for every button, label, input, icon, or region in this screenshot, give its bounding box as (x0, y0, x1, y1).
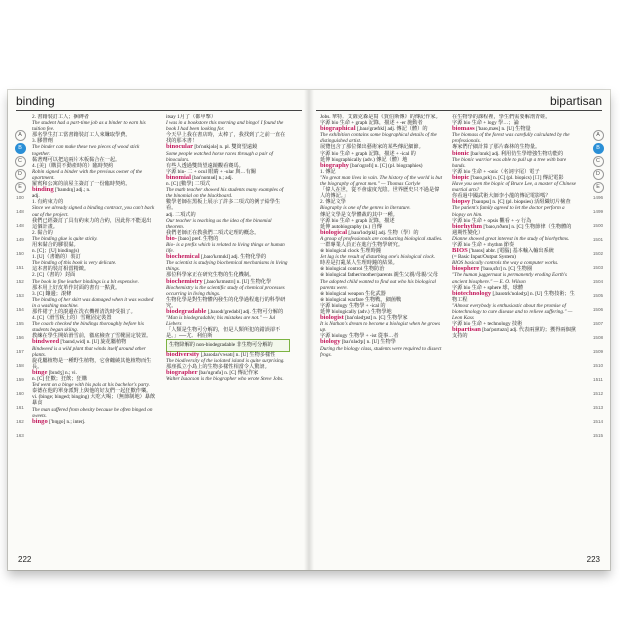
definition-text: 3. 膠帶劑 (32, 138, 53, 145)
index-number: 157 (16, 349, 24, 354)
dictionary-entry (452, 224, 576, 236)
definition-text: 1. [U]（書籍的）裝訂 (32, 254, 81, 261)
definition-text: 有些人透過雙筒望遠鏡觀看賽馬。 (166, 162, 244, 169)
example-sentence: Dianne showed great interest in the study of biorhythms. (452, 235, 570, 242)
entry-line (166, 285, 290, 297)
headword: bingo (32, 417, 48, 425)
example-sentence: Since we already signed a binding contract, you can't back out of the project. (32, 205, 155, 218)
left-index-rail (12, 130, 28, 447)
headword: biomass (452, 125, 475, 133)
definition-text: ['baɪɑpsɪ] n. [C] (pl. biopsies) 活組織切片檢查 (470, 199, 571, 206)
definition-text: 我們老師正在教我們二項式定理的概念。 (166, 229, 260, 236)
definition-text: 2. 黏合的 (32, 229, 53, 236)
index-letter-e: E (593, 182, 604, 193)
headword: biochemistry (166, 277, 203, 285)
index-letter-b: B (15, 143, 26, 154)
definition-text: 延伸 autobiography (n.) 自傳 (320, 223, 382, 230)
definition-text: 那座孤立小島上的生物多樣性相當令人驚訝。 (166, 363, 270, 370)
headword: binding (32, 186, 54, 194)
definition-text: 生物化學是對生物體內發生的化學過程進行的科學研究。 (166, 296, 286, 309)
definition-text: 字源 bio 生命 + sphere 球，球體 (452, 284, 524, 291)
definition-text: 字源 bio 生命 + -onic（名詞字尾）電子 (452, 168, 540, 175)
definition-text: 數學老師在黑板上展示了許多二項式的例子給學生看。 (166, 199, 281, 212)
example-sentence: BIOS basically controls the way a computer works. (452, 260, 559, 267)
definition-text: ['baɪo,rɪðəm] n. [C] 生物節律（生物體的週期性變化） (452, 223, 572, 236)
index-number: 1506 (592, 307, 604, 312)
example-sentence: Robin signed a binder with the previous owner of the apartment. (32, 168, 143, 181)
example-sentence: The coach checked the bindings thoroughly before his students began skiing. (32, 321, 144, 334)
index-number: 155 (16, 321, 24, 326)
headword: binocular (166, 143, 194, 151)
definition-text: [baɪ'pɑrtəzn] adj. 代表兩黨的；獲得兩個黨支持的 (452, 327, 576, 340)
index-number: 153 (16, 293, 24, 298)
index-number: 1509 (592, 349, 604, 354)
definition-text: 字源 bio 生命 + graph 記錄，描述 (320, 217, 395, 224)
entry-line (32, 407, 156, 419)
index-number: 149 (16, 237, 24, 242)
definition-text: n. [C] 狂歡；狂飲；狂購 (32, 376, 87, 383)
entry-line (320, 175, 444, 187)
index-number: 1505 (592, 293, 604, 298)
definition-text: 字源 biology 生物學 + -ical 的 (320, 302, 386, 309)
definition-text: 字源 bio 生命 + opsis 觀看 + -y 行為 (452, 217, 532, 224)
example-sentence: Walter Isaacson is the biographer who wrote Steve Jobs. (166, 375, 284, 382)
entry-line (452, 205, 576, 217)
definition-text: 在生物學的課程裡，學生們需要解剖青蛙。 (452, 114, 551, 120)
definition-text: 旋花屬植物是一種野生植物，它會纏繞其他植物而生長。 (32, 357, 152, 370)
definition-text: 教練在學生開始滑雪前，徹底檢查了雪靴固定裝置。 (32, 333, 152, 340)
example-sentence: The man suffered from obesity because he often binged on sweets. (32, 406, 153, 419)
index-number: 1499 (592, 209, 604, 214)
definition-text: [baɪ'ɑnɪk] adj. 利用仿生學增強生物功能的 (469, 150, 564, 157)
definition-text: 那名學生打工當書籍裝訂工人來賺取學費。 (32, 132, 131, 139)
definition-text: 延伸 biographically (adv.) 傳記（體）地 (320, 156, 408, 163)
index-number: 151 (16, 265, 24, 270)
definition-text: (= Basic Input/Output System) (452, 254, 516, 261)
index-number: 161 (16, 405, 24, 410)
definition-text: adj. (32, 193, 40, 200)
entry-line (166, 376, 290, 382)
index-letter-d: D (15, 169, 26, 180)
right-column-2 (452, 114, 576, 544)
headword: bipartisan (452, 326, 481, 334)
index-number: 156 (16, 335, 24, 340)
definition-text: 傳記文學是文學體裁的其中一種。 (320, 211, 398, 218)
definition-text: n. [C]；[U] binding(s) (32, 248, 80, 255)
right-guide-word: bipartisan (549, 94, 602, 108)
example-sentence: A group of professionals are conducting biological studies. (320, 235, 443, 242)
right-page (310, 90, 610, 570)
definition-text: 4. [C]（滑雪板上的）雪靴固定裝置 (32, 315, 112, 322)
definition-text: 今天早上我在書店時，太棒了，我找到了之前一直在找的那本書！ (166, 132, 286, 145)
example-sentence: Bindweed is a wild plant that winds itself around other plants. (32, 345, 146, 358)
definition-text: [,baɪə'lɑdʒɪkl] adj. 生物（學）的 (347, 229, 419, 236)
index-letter-a: A (15, 130, 26, 141)
headword: biochemical (166, 253, 200, 261)
example-sentence: "Man is biodegradable; his mistakes are not." — Jul Liebers (166, 315, 276, 328)
index-number: 148 (16, 223, 24, 228)
entry-line (166, 218, 290, 230)
definition-text: 黏著劑可以把這兩片木板黏合在一起。 (32, 156, 121, 163)
index-letter-b: B (593, 143, 604, 154)
definition-text: vi. (binge; binged; binging) 大吃大喝；（無節制地）暴飲暴食 (32, 394, 156, 407)
index-number: 163 (16, 433, 24, 438)
dictionary-entry (452, 327, 576, 339)
entry-line (32, 120, 156, 132)
entry-line (32, 297, 156, 309)
entry-line (32, 321, 156, 333)
headword: biologist (320, 314, 344, 322)
example-sentence: Some people watched horse races through a pair of binoculars. (166, 150, 274, 163)
definition-text: 1. 傳記 (320, 168, 336, 175)
index-number: 159 (16, 377, 24, 382)
headword: biodegradable (166, 308, 207, 315)
definition-text: 字源 bin- 二 + ocul 眼睛 + -ular 與…有關 (166, 168, 256, 175)
entry-line (320, 132, 444, 144)
index-number: 100 (16, 195, 24, 200)
headword: biology (320, 338, 341, 346)
definition-text: 時差是打亂某人生理時鐘的結果。 (320, 260, 398, 267)
example-sentence: "Almost everybody is enthusiastic about the promise of biotechnology to cure disease and to relieve suffering." — Leon Kass (452, 302, 573, 322)
index-number: 1503 (592, 265, 604, 270)
example-sentence: The binding glue is quite sticky. (32, 235, 98, 242)
definition-text: [baɪ'ɑlədʒɪ] n. [U] 生物學 (340, 339, 396, 346)
definition-text: [,baɪodɪ'gredəbl] adj. 生物可分解的 (206, 309, 284, 315)
entry-line (452, 181, 576, 193)
headword: biography (320, 161, 349, 169)
definition-text: ※ biological weapon 生化武器 (320, 290, 386, 297)
entry-line (32, 205, 156, 217)
entry-line (166, 151, 290, 163)
entry-line (320, 187, 444, 199)
index-number: 1515 (592, 433, 604, 438)
index-number: 1504 (592, 279, 604, 284)
definition-text: 「偉人在世，從不會虛度光陰。世界歷史只不過是偉人的傳記。」 (320, 187, 440, 200)
example-sentence: Have you seen the biopic of Bruce Lee, a master of Chinese martial arts? (452, 181, 576, 194)
definition-text: 3. [C] 鑲邊；滾條 (32, 290, 72, 297)
dictionary-entry (452, 291, 576, 303)
left-column-2 (166, 114, 290, 544)
example-sentence: Biochemistry is the scientific study of chemical processes occurring in living things. (166, 284, 285, 297)
example-sentence: The student had a part-time job as a binder to earn his tuition fee. (32, 120, 146, 133)
definition-text: 4. [美]（購買不動產時的）臨時契約 (32, 162, 114, 169)
headword: biographer (166, 368, 198, 376)
definition-text: [,baɪə'græfɪkl] adj. 傳記（體）的 (355, 126, 428, 133)
definition-text: 展覽包含了那位傑出藝術家的某些傳記細節。 (320, 144, 424, 151)
definition-text: 延伸 biologically (adv.) 生物學地 (320, 309, 392, 315)
definition-text: [baɪ'ɑgrəfə] n. [C] 傳記作家 (197, 369, 259, 376)
definition-text: 「人類是生物可分解的，但是人類所犯的錯誤卻不是。」──尤．利伯斯 (166, 327, 281, 340)
dictionary-entry (32, 419, 156, 425)
definition-text: 字源 bio 生命 + logy 學…；論 (452, 120, 519, 127)
index-number: 1511 (593, 377, 603, 382)
open-dictionary-book (8, 90, 610, 570)
definition-text: [,baɪo'kɛmɪstrɪ] n. [U] 生物化學 (202, 278, 272, 285)
entry-line (32, 169, 156, 181)
definition-text: [,baɪodaɪ'vɝsətɪ] n. [U] 生物多樣性 (199, 351, 276, 358)
definition-text: ['baɪo,mæs] n. [U] 生物量 (474, 126, 531, 133)
example-sentence: The exhibition contains some biographical details of the distinguished artist. (320, 132, 437, 145)
entry-line (166, 120, 290, 132)
index-letter-d: D (593, 169, 604, 180)
index-number: 1500 (592, 223, 604, 228)
index-number: 1514 (592, 419, 604, 424)
definition-text: ['baɪə,sfɪr] n. [C] 生物圈 (479, 266, 533, 273)
entry-line (166, 315, 290, 327)
index-letter-c: C (593, 156, 604, 167)
headword: BIOS (452, 247, 468, 255)
index-number: 1513 (592, 405, 604, 410)
index-number: 162 (16, 419, 24, 424)
example-sentence: The scientist is studying biochemical mechanisms in living things. (166, 260, 288, 273)
entry-line (452, 132, 576, 144)
example-sentence: Bio- is a prefix which is related to living things or human life. (166, 241, 285, 255)
example-sentence: The biomass of the forest was carefully calculated by the professionals. (452, 132, 570, 145)
entry-line (32, 218, 156, 230)
headword: biological (320, 228, 348, 236)
definition-text: 我們已經簽訂了具有約束力的合約，因此你不能退出這個計畫。 (32, 217, 152, 230)
definition-text: [baɪ'nomɪəl] n.; adj. (190, 174, 233, 181)
headword: biotechnology (452, 289, 492, 297)
entry-line (320, 321, 444, 333)
definition-text: ※ biological control 生物防治 (320, 266, 385, 273)
example-sentence: The bionic warrior was able to pull up a tree with bare hands. (452, 156, 567, 169)
definition-text: [baɪo] pref. 生物的 (177, 235, 219, 242)
index-letter-a: A (593, 130, 604, 141)
definition-text: ※ biological clock 生理時鐘 (320, 248, 381, 255)
headword: bionic (452, 149, 470, 157)
headword: biorhythm (452, 222, 483, 230)
definition-text: Jobs. 華特．艾薩克森是寫《賈伯斯傳》的傳記作家。 (320, 114, 441, 120)
definition-text: ['baɪo,pɪk] n. [C] (pl. biopics) [口] 傳記電影 (469, 174, 564, 181)
entry-line (32, 394, 156, 406)
definition-text: [bɪ'nɑkjələ] n. pl. 雙筒望遠鏡 (193, 144, 258, 151)
headword: biodiversity (166, 350, 200, 358)
entry-line (452, 272, 576, 284)
definition-text: ['baɪndɪŋ] adj.; n. (53, 187, 91, 194)
headword: bindweed (32, 338, 60, 346)
index-letter-e: E (15, 182, 26, 193)
index-number: 1501 (592, 237, 604, 242)
entry-line (166, 260, 290, 272)
left-guide-word: binding (16, 94, 55, 108)
entry-line (32, 346, 156, 358)
entry-line (452, 157, 576, 169)
headword: biopic (452, 173, 470, 181)
definition-text: 那本用上好皮革作封面的書有一點貴。 (32, 284, 121, 291)
definition-text: 用來黏合的膠很黏。 (32, 241, 79, 248)
example-sentence: The biodiversity of the isolated island is quite surprising. (166, 357, 285, 364)
definition-text: 一群專業人員正在進行生物學研究。 (320, 241, 404, 248)
entry-line (452, 303, 576, 321)
definition-text: 泰德在他的單身派對上與他的好友們一起狂歡作樂。 (32, 388, 152, 395)
definition-text: 1. 有約束力的 (32, 199, 64, 206)
example-sentence: "No great man lives in vain. The history of the world is but the biography of great men." — Thomas Carlyle (320, 174, 443, 188)
definition-text: 你看過中國武術大師李小龍的傳記電影嗎？ (452, 193, 551, 200)
right-index-rail (590, 130, 606, 447)
right-column-1 (320, 114, 444, 544)
example-sentence: Our teacher is teaching us the idea of the binomial theorem. (166, 217, 272, 230)
definition-text: [baɪ'ɑlədʒɪst] n. [C] 生物學家 (343, 315, 408, 322)
index-number: 160 (16, 391, 24, 396)
definition-text: ※ biological father/mother/parents 親生父親/母親/父母 (320, 272, 439, 279)
definition-text: adj. 二項式的 (166, 211, 196, 218)
index-number: 152 (16, 279, 24, 284)
entry-line (32, 358, 156, 370)
headword: biopsy (452, 198, 471, 206)
example-sentence: I was in a bookstore this morning and bingo! I found the book I had been looking for. (166, 120, 284, 133)
definition-text: n. [C] [數學] 二項式 (166, 181, 211, 188)
index-number: 150 (16, 251, 24, 256)
entry-line (32, 144, 156, 156)
definition-text: [baɪ'ɑgrəfɪ] n. [C] (pl. biographies) (348, 162, 423, 169)
entry-line (166, 199, 290, 211)
definition-text: ※ biological warfare 生物戰，細菌戰 (320, 296, 402, 303)
definition-text: [bɪndʒ] n.; vi. (47, 369, 77, 376)
example-sentence: Ted went on a binge with his pals at his bachelor's party. (32, 382, 150, 389)
example-sentence: The book in fine leather bindings is a bit expensive. (32, 278, 139, 285)
headword: binge (32, 368, 48, 376)
definition-text: 2. [C]（書的）封面 (32, 272, 76, 279)
index-number: 1507 (592, 321, 604, 326)
definition-text: ['bɪŋgo] n.; interj. (47, 418, 86, 425)
index-number: 158 (16, 363, 24, 368)
index-number: 154 (16, 307, 24, 312)
definition-text: 羅賓和公寓的前屋主簽訂了一份臨時契約。 (32, 181, 131, 188)
example-sentence: "The human juggernaut is permanently eroding Earth's ancient biosphere." — E. O. Wilson (452, 272, 567, 285)
definition-text: 生物降解的 non-biodegradable 非生物可分解的 (169, 342, 273, 349)
definition-text: 字源 bio 生命 + technology 技術 (452, 321, 523, 328)
headword: bio- (166, 234, 177, 242)
definition-text: 字源 bio 生命 + rhythm 節奏 (452, 241, 515, 248)
definition-text: itsay 1月了（都甲擊） (166, 114, 217, 120)
example-sentence: The binding of her skirt was damaged when it was washed in a washing machine. (32, 296, 154, 309)
left-header-rule (16, 110, 302, 111)
left-page-number: 222 (18, 555, 32, 564)
left-page (8, 90, 308, 570)
index-number: 148 (16, 209, 24, 214)
index-number: 1510 (592, 363, 604, 368)
entry-line (320, 279, 444, 291)
index-number: 1502 (592, 251, 604, 256)
right-header-rule (316, 110, 602, 111)
example-sentence: Jet lag is the result of disturbing one's biological clock. (320, 254, 436, 261)
example-sentence: The math teacher showed his students many examples of the binomial on the blackboard. (166, 187, 284, 200)
definition-text: 2. 書籍裝訂工人；捆縛者 (32, 114, 90, 120)
definition-text: 字源 bio 生命 + graph 記錄，描述 + -er 施動者 (320, 120, 423, 127)
entry-line (320, 346, 444, 358)
definition-text: 那位科學家正在研究生物的生化機制。 (166, 272, 255, 279)
example-sentence: The binding of this book is very delicate. (32, 260, 117, 267)
example-sentence: The binder can make these two pieces of wood stick together. (32, 144, 140, 157)
headword: biographical (320, 125, 356, 133)
index-number: 1496 (592, 195, 604, 200)
definition-text: 2. 傳記文學 (320, 199, 346, 206)
index-number: 1512 (592, 391, 604, 396)
index-letter-c: C (15, 156, 26, 167)
definition-text: 字源 bio 生命 + graph 記錄，描述 + -ical 的 (320, 150, 416, 157)
example-sentence: It is Nathan's dream to become a biologist when he grows up. (320, 321, 441, 334)
entry-line (166, 327, 290, 339)
definition-text: 字源 biology 生物學 + -ist 從事…者 (320, 333, 399, 340)
example-sentence: The patient's family agreed to let the doctor perform a biopsy on him. (452, 205, 565, 218)
example-sentence: Biography is one of the genres in literature. (320, 205, 411, 212)
example-sentence: During the biology class, students were required to dissect frogs. (320, 345, 442, 358)
definition-text: ['baɪɑs] abbr. [電腦] 基本輸入輸出系統 (467, 248, 554, 255)
index-number: 1508 (592, 335, 604, 340)
left-column-1 (32, 114, 156, 544)
definition-text: 專家們仔細計算了那片森林的生物量。 (452, 144, 541, 151)
headword: binomial (166, 173, 191, 181)
definition-text: ['baɪnd,wid] n. [U] 旋花屬植物 (59, 339, 127, 346)
entry-line (166, 187, 290, 199)
definition-text: 那件裙子上的滾邊在洗衣機裡清洗時受損了。 (32, 309, 136, 315)
headword: biosphere (452, 265, 480, 273)
definition-text: [,baɪotɛk'nɑlədʒɪ] n. [U] 生物技術；生物工程 (452, 290, 575, 303)
right-page-number: 223 (586, 555, 600, 564)
definition-text: [,baɪo'kɛmɪkl] adj. 生物化學的 (199, 254, 267, 261)
definition-text: 這本書的裝訂相當精緻。 (32, 266, 90, 273)
example-sentence: The adopted child wanted to find out who his biological parents were. (320, 278, 436, 291)
